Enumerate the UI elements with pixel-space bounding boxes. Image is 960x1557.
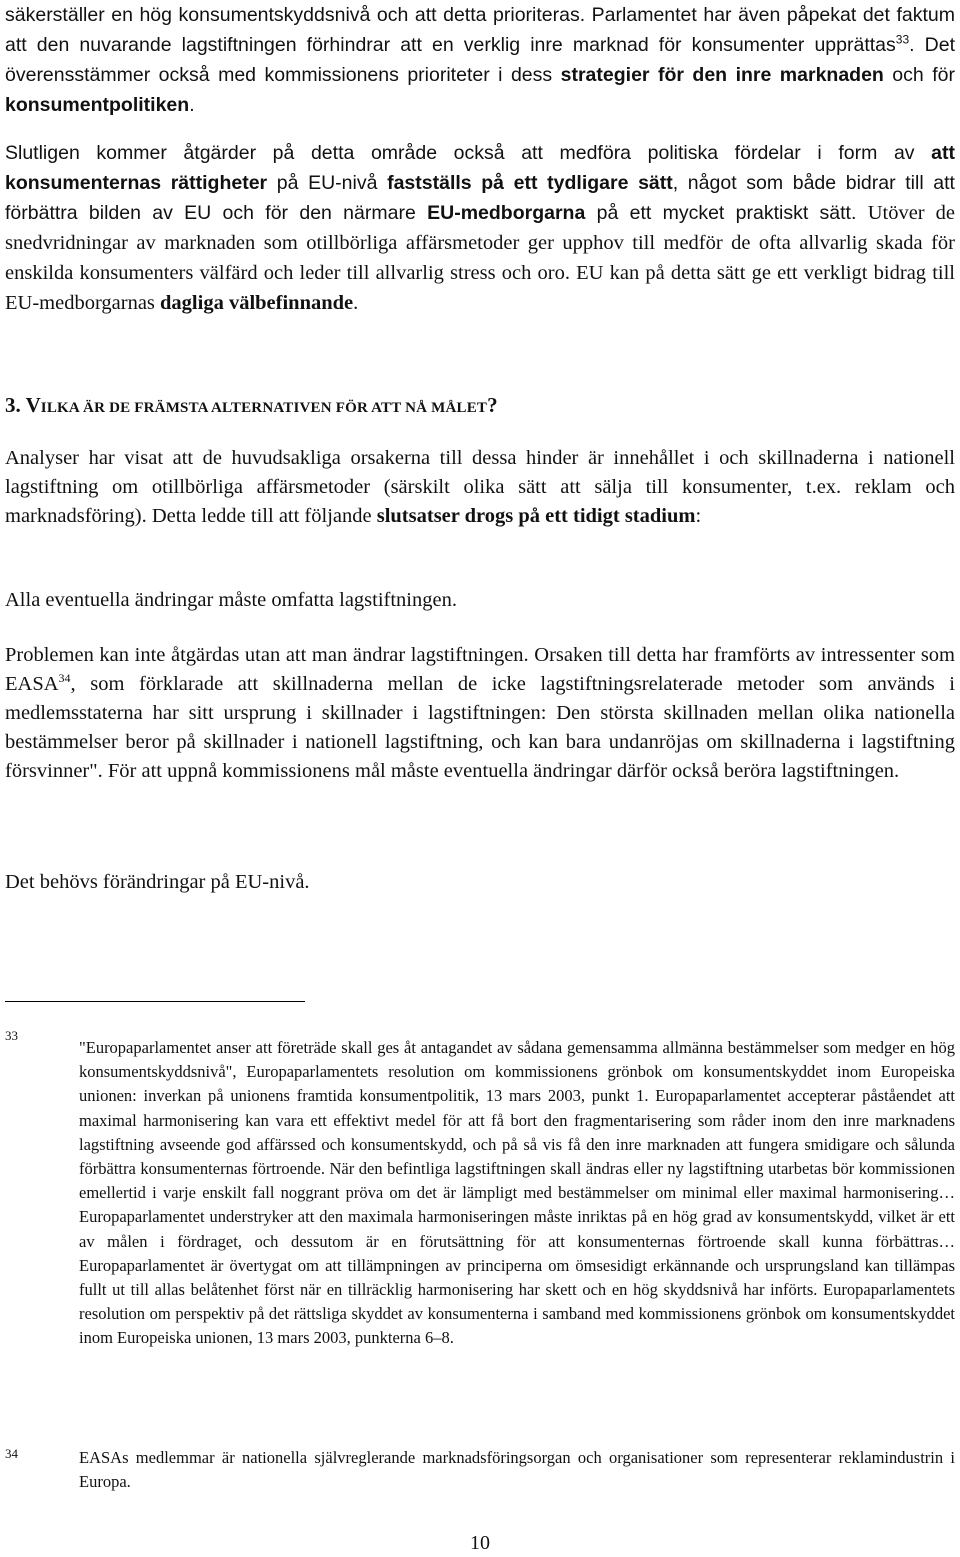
paragraph-text — [5, 444, 955, 531]
text-run: och för — [883, 64, 955, 86]
footnote-text: "Europaparlamentet anser att företräde skall ges åt antagandet av sådana gemensamma allmänna bestämmelser som medger en hög konsumentskyddsnivå", Europaparlamentets resolution om kommissionens grönbok om konsumentskyddet inom Europeiska unionen: inverkan på unionens framtida konsumentpolitik, 13 mars 2003, punkt 1. Europaparlamentet accepterar påståendet att maximal harmonisering kan vara ett effektivt medel för att få bort den fragmentarisering som råder inom den inre marknadens lagstiftning avseende god affärssed och konsumentskydd, och på så vis få den inre marknaden att fungera smidigare och sålunda förbättra konsumenternas förtroende. När den befintliga lagstiftningen skall ändras eller ny lagstiftning utarbetas bör kommissionen emellertid i varje enskilt fall noggrant pröva om det är lämpligt med bestämmelser om minimal eller maximal harmonisering… Europaparlamentet understryker att den maximala harmoniseringen måste inriktas på en hög grad av konsumentskydd, vilket är ett av målen i fördraget, och dessutom är en förutsättning för att konsumenternas förtroende skall kunna förbättras… Europaparlamentet är övertygat om att tillämpningen av principerna om ömsesidigt erkännande och ursprungsland kan tillämpas fullt ut till allas belåtenhet först när en tillräcklig harmonisering har skett och en hög skyddsnivå har införts. Europaparlamentets resolution om perspektiv på det rättsliga skyddet av konsumenterna i samband med kommissionens grönbok om konsumentskyddet inom Europeiska unionen, 13 mars 2003, punkterna 6–8. — [79, 1038, 955, 1348]
footnote-text: EASAs medlemmar är nationella självreglerande marknadsföringsorgan och organisationer som representerar reklamindustrin i Europa. — [79, 1448, 955, 1492]
emphasis-text: att konsumenternas rättigheter — [5, 142, 955, 194]
emphasis-text: strategier för den inre marknaden — [560, 64, 884, 86]
page-number: 10 — [470, 1532, 490, 1554]
paragraph-eu-level — [5, 868, 955, 897]
text-run: . Det överensstämmer också med kommissionens prioriteter i dess — [5, 34, 955, 86]
heading-end: ? — [487, 393, 498, 417]
section-heading — [5, 393, 955, 418]
text-run: säkerställer en hög konsumentskyddsnivå och att detta prioriteras. Parlamentet har även påpekat det faktum att den nuvarande lagstiftningen förhindrar att en verklig inre marknad för konsumenter upprättas — [5, 4, 955, 56]
text-run: , som förklarade att skillnaderna mellan de icke lagstiftningsrelaterade metoder som används i medlemsstaterna har sitt ursprung i skillnader i lagstiftningen: Den största skillnaden mellan olika nationella bestämmelser beror på skillnader i nationell lagstiftning, och kan bara undanröjas om skillnaderna i lagstiftning försvinner". För att uppnå kommissionens mål måste eventuella ändringar därför också beröra lagstiftningen. — [5, 673, 955, 782]
paragraph-intro — [5, 0, 955, 120]
section-number: 3. — [5, 393, 26, 417]
text-run-serif: . — [353, 292, 359, 314]
paragraph-analysis — [5, 444, 955, 531]
text-run: : — [695, 505, 702, 527]
section-title — [5, 393, 955, 418]
emphasis-text: slutsatser drogs på ett tidigt stadium — [376, 505, 696, 527]
text-run: Analyser har visat att de huvudsakliga orsakerna till dessa hinder är innehållet i och skillnaderna i nationell lagstiftning om otillbörliga affärsmetoder (särskilt olika sätt att sälja till konsumenter, t.ex. reklam och marknadsföring). Detta ledde till att följande — [5, 447, 955, 527]
text-run: , något som både bidrar till att förbättra bilden av EU och för den närmare — [5, 172, 955, 224]
emphasis-text: konsumentpolitiken — [5, 94, 190, 116]
footnote-separator — [5, 1001, 305, 1002]
text-run: . — [189, 94, 195, 116]
heading-initial: V — [25, 393, 41, 417]
text-run: på ett mycket praktiskt sätt. — [585, 202, 868, 224]
paragraph-text: Det behövs förändringar på EU-nivå. — [5, 871, 310, 893]
heading-rest: ILKA ÄR DE FRÄMSTA ALTERNATIVEN FÖR ATT NÅ MÅLET — [40, 400, 488, 416]
emphasis-text: dagliga välbefinnande — [160, 292, 354, 314]
footnote-ref-33[interactable]: 33 — [895, 32, 910, 47]
paragraph-changes — [5, 586, 955, 615]
paragraph-text — [5, 641, 955, 786]
text-run-serif: Utöver de snedvridningar av marknaden som otillbörliga affärsmetoder ger upphov till medför de ofta allvarlig skada för enskilda konsumenters välfärd och leder till allvarlig stress och oro. EU kan på detta sätt ge ett verkligt bidrag till EU-medborgarnas — [5, 202, 955, 314]
footnote-number: 33 — [5, 1028, 18, 1043]
footnote-ref-34[interactable]: 34 — [58, 671, 71, 686]
text-run: på EU-nivå — [267, 172, 388, 194]
emphasis-text: fastställs på ett tydligare sätt — [387, 172, 673, 194]
paragraph-benefits — [5, 138, 955, 318]
text-run: Problemen kan inte åtgärdas utan att man ändrar lagstiftningen. Orsaken till detta har framförts av intressenter som EASA — [5, 644, 955, 695]
paragraph-text — [5, 138, 955, 318]
emphasis-text: EU-medborgarna — [427, 202, 586, 224]
paragraph-problems — [5, 641, 955, 786]
paragraph-text — [5, 0, 955, 120]
paragraph-text: Alla eventuella ändringar måste omfatta lagstiftningen. — [5, 589, 457, 611]
footnote-number: 34 — [5, 1446, 18, 1461]
text-run: Slutligen kommer åtgärder på detta område också att medföra politiska fördelar i form av — [5, 142, 932, 164]
